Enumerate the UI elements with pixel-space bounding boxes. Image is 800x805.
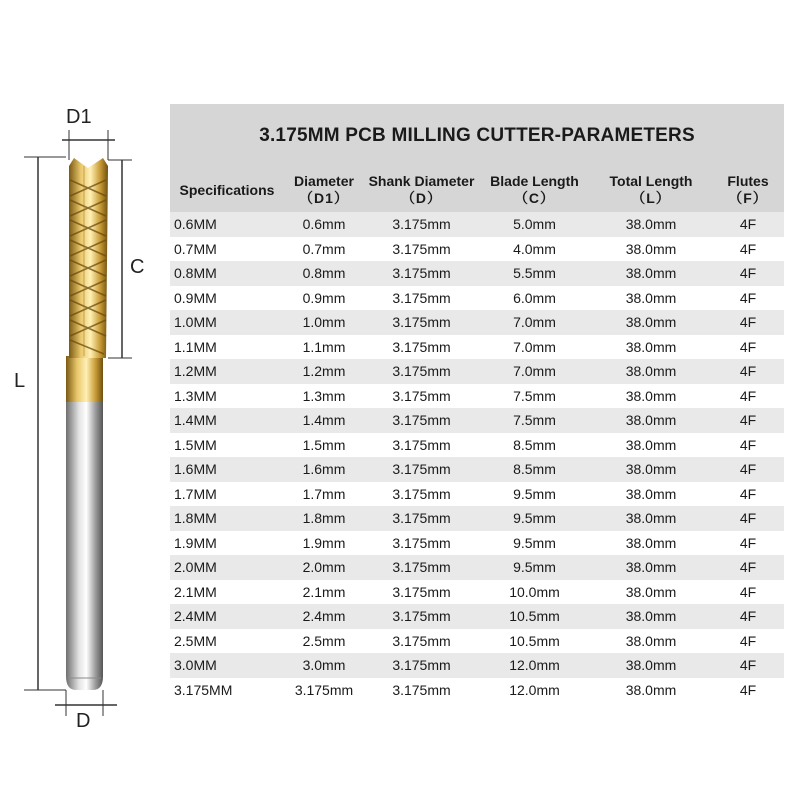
column-header-symbol: （D1） [299,190,349,206]
table-cell: 38.0mm [590,482,712,507]
table-cell: 3.175mm [364,237,479,262]
table-cell: 2.4mm [284,604,364,629]
table-cell: 4F [712,482,784,507]
table-cell: 38.0mm [590,629,712,654]
table-row [170,384,784,409]
table-cell: 3.175mm [364,506,479,531]
table-row [170,580,784,605]
table-cell: 3.175mm [364,359,479,384]
table-cell: 4F [712,506,784,531]
table-cell: 4F [712,261,784,286]
table-cell: 3.175mm [364,335,479,360]
table-row [170,286,784,311]
table-cell: 7.5mm [479,384,590,409]
table-cell: 4F [712,408,784,433]
table-cell: 1.6mm [284,457,364,482]
table-cell: 1.3mm [284,384,364,409]
table-cell: 3.175mm [284,678,364,703]
label-c: C [130,256,145,278]
table-cell: 3.0MM [170,653,284,678]
table-cell: 38.0mm [590,384,712,409]
table-cell: 1.1mm [284,335,364,360]
table-cell: 0.6MM [170,212,284,237]
table-cell: 38.0mm [590,506,712,531]
column-header-name: Diameter [294,173,354,189]
table-row [170,678,784,703]
table-cell: 1.4MM [170,408,284,433]
table-cell: 1.7mm [284,482,364,507]
table-cell: 4F [712,629,784,654]
table-cell: 1.9mm [284,531,364,556]
table-row [170,604,784,629]
table-cell: 38.0mm [590,286,712,311]
column-header [712,168,784,212]
table-row [170,506,784,531]
table-cell: 1.5MM [170,433,284,458]
table-cell: 38.0mm [590,359,712,384]
shank [66,400,103,690]
table-cell: 2.4MM [170,604,284,629]
table-cell: 4F [712,286,784,311]
table-cell: 4F [712,237,784,262]
table-cell: 1.9MM [170,531,284,556]
table-cell: 8.5mm [479,457,590,482]
table-cell: 3.175mm [364,482,479,507]
table-cell: 10.5mm [479,604,590,629]
column-header-symbol: （L） [631,190,671,206]
table-row [170,359,784,384]
table-cell: 3.175mm [364,555,479,580]
parameters-table [170,168,784,702]
table-cell: 12.0mm [479,653,590,678]
column-header [364,168,479,212]
table-cell: 38.0mm [590,555,712,580]
table-cell: 3.175mm [364,580,479,605]
table-cell: 9.5mm [479,482,590,507]
table-cell: 3.175mm [364,384,479,409]
table-row [170,482,784,507]
table-cell: 3.175mm [364,629,479,654]
table-cell: 3.175MM [170,678,284,703]
table-cell: 6.0mm [479,286,590,311]
table-cell: 38.0mm [590,261,712,286]
table-row [170,408,784,433]
table-row [170,457,784,482]
table-row [170,629,784,654]
table-cell: 2.0mm [284,555,364,580]
table-cell: 3.175mm [364,457,479,482]
table-cell: 4F [712,555,784,580]
collar [66,356,103,402]
table-cell: 12.0mm [479,678,590,703]
table-cell: 1.6MM [170,457,284,482]
table-cell: 3.175mm [364,433,479,458]
table-row [170,237,784,262]
table-cell: 0.7mm [284,237,364,262]
column-header-name: Shank Diameter [368,173,475,189]
table-cell: 1.3MM [170,384,284,409]
column-header [170,168,284,212]
table-row [170,653,784,678]
table-cell: 1.8MM [170,506,284,531]
table-cell: 1.0MM [170,310,284,335]
table-cell: 3.175mm [364,604,479,629]
table-cell: 3.175mm [364,261,479,286]
table-cell: 4F [712,653,784,678]
table-cell: 7.0mm [479,359,590,384]
table-cell: 3.175mm [364,678,479,703]
table-cell: 8.5mm [479,433,590,458]
header-row [170,168,784,212]
table-cell: 1.2MM [170,359,284,384]
table-cell: 38.0mm [590,237,712,262]
table-cell: 0.7MM [170,237,284,262]
table-cell: 38.0mm [590,457,712,482]
table-cell: 1.1MM [170,335,284,360]
table-cell: 4F [712,678,784,703]
table-row [170,335,784,360]
table-row [170,531,784,556]
table-cell: 3.0mm [284,653,364,678]
column-header-name: Blade Length [490,173,579,189]
table-cell: 1.7MM [170,482,284,507]
table-cell: 38.0mm [590,653,712,678]
table-row [170,555,784,580]
table-cell: 4F [712,457,784,482]
table-cell: 4F [712,384,784,409]
table-row [170,261,784,286]
table-cell: 4F [712,531,784,556]
table-cell: 3.175mm [364,212,479,237]
table-cell: 7.0mm [479,310,590,335]
table-cell: 3.175mm [364,286,479,311]
column-header-symbol: （F） [728,190,768,206]
table-cell: 7.0mm [479,335,590,360]
table-cell: 1.8mm [284,506,364,531]
table-cell: 2.1mm [284,580,364,605]
table-title: 3.175MM PCB MILLING CUTTER-PARAMETERS [170,104,784,168]
label-d1: D1 [66,106,92,128]
table-cell: 3.175mm [364,653,479,678]
table-cell: 5.0mm [479,212,590,237]
table-cell: 38.0mm [590,212,712,237]
parameters-table-panel [170,104,784,702]
table-cell: 38.0mm [590,408,712,433]
label-d: D [76,710,91,732]
table-cell: 4F [712,212,784,237]
table-row [170,212,784,237]
cutter-diagram [0,0,170,800]
table-cell: 4F [712,335,784,360]
table-cell: 1.4mm [284,408,364,433]
table-cell: 3.175mm [364,310,479,335]
column-header [479,168,590,212]
table-cell: 0.6mm [284,212,364,237]
column-header [590,168,712,212]
table-cell: 38.0mm [590,310,712,335]
table-cell: 7.5mm [479,408,590,433]
column-header-symbol: （C） [513,190,556,206]
table-cell: 38.0mm [590,678,712,703]
table-cell: 4.0mm [479,237,590,262]
table-cell: 0.9MM [170,286,284,311]
column-header-name: Total Length [609,173,693,189]
table-row [170,310,784,335]
table-cell: 2.0MM [170,555,284,580]
table-cell: 2.1MM [170,580,284,605]
table-cell: 9.5mm [479,555,590,580]
table-cell: 5.5mm [479,261,590,286]
table-cell: 38.0mm [590,604,712,629]
table-cell: 10.5mm [479,629,590,654]
table-cell: 1.5mm [284,433,364,458]
table-cell: 3.175mm [364,408,479,433]
table-cell: 1.2mm [284,359,364,384]
table-cell: 0.9mm [284,286,364,311]
column-header [284,168,364,212]
table-cell: 0.8mm [284,261,364,286]
table-body [170,212,784,702]
table-cell: 4F [712,604,784,629]
table-cell: 4F [712,580,784,605]
table-cell: 4F [712,310,784,335]
table-cell: 2.5MM [170,629,284,654]
table-cell: 38.0mm [590,335,712,360]
table-cell: 9.5mm [479,531,590,556]
table-cell: 10.0mm [479,580,590,605]
table-cell: 0.8MM [170,261,284,286]
table-cell: 38.0mm [590,433,712,458]
table-cell: 4F [712,433,784,458]
table-cell: 38.0mm [590,580,712,605]
table-row [170,433,784,458]
table-cell: 38.0mm [590,531,712,556]
label-l: L [14,370,26,392]
column-header-symbol: （D） [400,190,443,206]
table-cell: 1.0mm [284,310,364,335]
table-cell: 3.175mm [364,531,479,556]
table-cell: 4F [712,359,784,384]
column-header-name: Flutes [727,173,769,189]
column-header-name: Specifications [179,181,275,198]
table-cell: 2.5mm [284,629,364,654]
table-cell: 9.5mm [479,506,590,531]
